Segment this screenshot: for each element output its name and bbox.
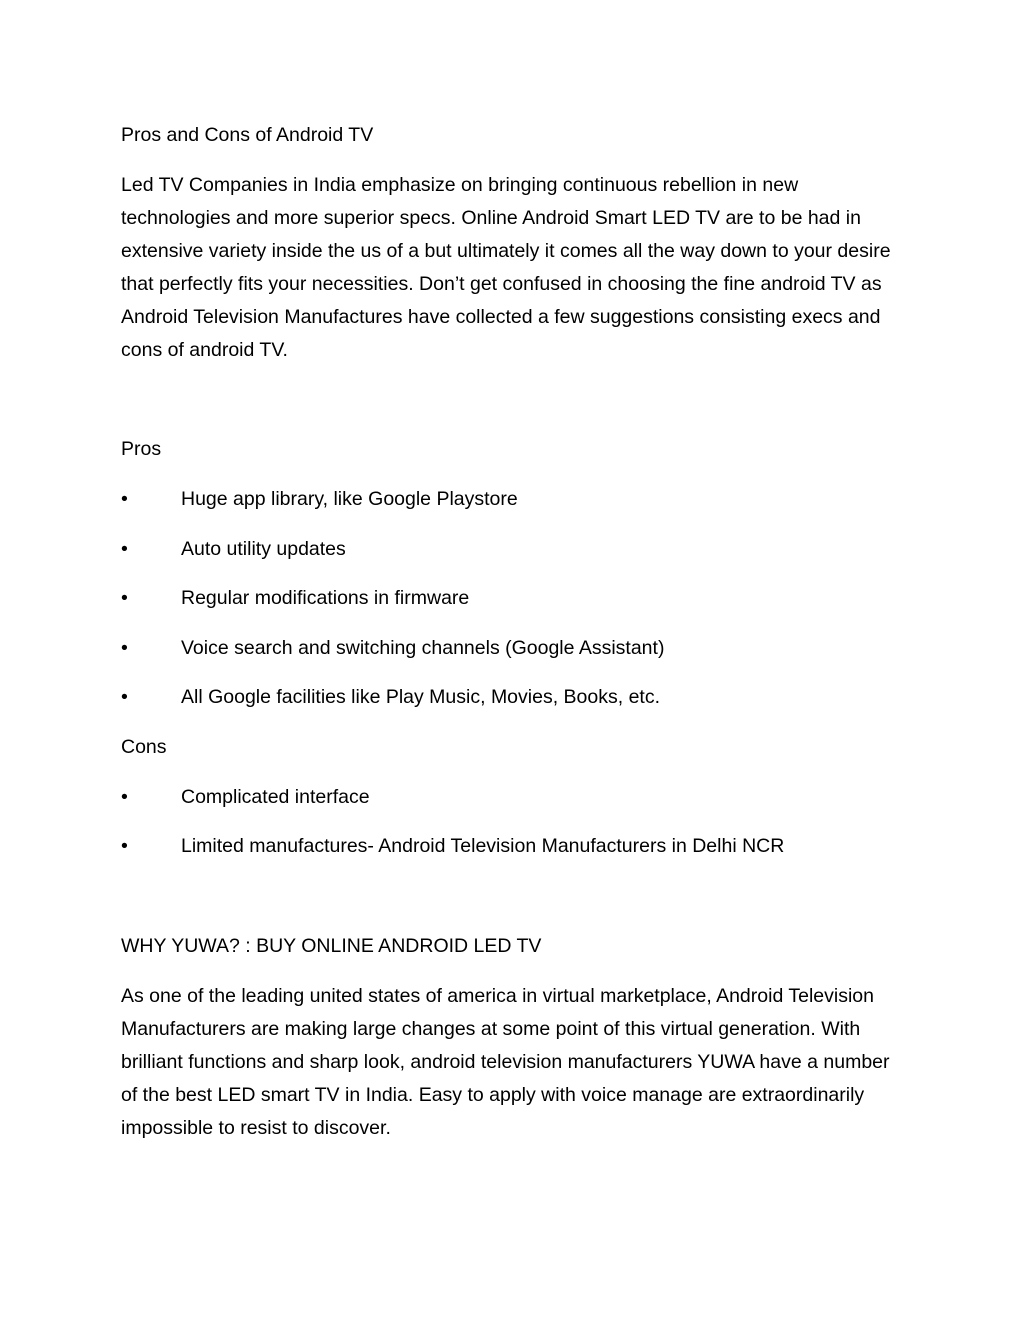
pros-list-item xyxy=(121,632,911,665)
pros-list-item xyxy=(121,681,911,714)
why-yuwa-paragraph: As one of the leading united states of america in virtual marketplace, Android Television Manufacturers are making large changes at some point of this virtual generation. With brilliant functions and sharp look, android television manufacturers YUWA have a number of the best LED smart TV in India. Easy to apply with voice manage are extraordinarily impossible to resist to discover. xyxy=(121,984,890,1139)
pros-item-text: Regular modifications in firmware xyxy=(181,587,470,609)
cons-list-item xyxy=(121,781,911,814)
pros-item-text: Auto utility updates xyxy=(181,537,346,560)
pros-item-text: All Google facilities like Play Music, Movies, Books, etc. xyxy=(181,686,661,708)
cons-item-text: Limited manufactures- Android Television Manufacturers in Delhi NCR xyxy=(181,835,785,857)
document-title: Pros and Cons of Android TV xyxy=(121,124,374,146)
pros-list xyxy=(121,483,911,714)
cons-item-text: Complicated interface xyxy=(181,785,370,808)
document-body xyxy=(121,119,911,1161)
blank-line xyxy=(121,880,911,930)
bullet-icon: • xyxy=(121,636,128,659)
bullet-icon: • xyxy=(121,686,128,708)
intro-paragraph: Led TV Companies in India emphasize on bringing continuous rebellion in new technologies and more superior specs. Online Android Smart LED TV are to be had in extensive variety inside the us of a but ultimately it comes all the way down to your desire that perfectly fits your necessities. Don’t get confused in choosing the fine android TV as Android Television Manufactures have collected a few suggestions consisting execs and cons of android TV. xyxy=(121,174,891,361)
cons-list-item xyxy=(121,830,911,863)
pros-list-item xyxy=(121,582,911,615)
pros-list-item xyxy=(121,483,911,516)
cons-list xyxy=(121,781,911,864)
bullet-icon: • xyxy=(121,835,128,857)
pros-heading: Pros xyxy=(121,438,162,460)
bullet-icon: • xyxy=(121,785,128,808)
pros-item-text: Voice search and switching channels (Google Assistant) xyxy=(181,636,665,659)
bullet-icon: • xyxy=(121,488,128,510)
pros-list-item xyxy=(121,533,911,566)
bullet-icon: • xyxy=(121,537,128,560)
cons-heading: Cons xyxy=(121,735,167,758)
blank-line xyxy=(121,383,911,433)
pros-item-text: Huge app library, like Google Playstore xyxy=(181,488,518,510)
why-yuwa-heading: WHY YUWA? : BUY ONLINE ANDROID LED TV xyxy=(121,934,542,957)
bullet-icon: • xyxy=(121,587,128,609)
